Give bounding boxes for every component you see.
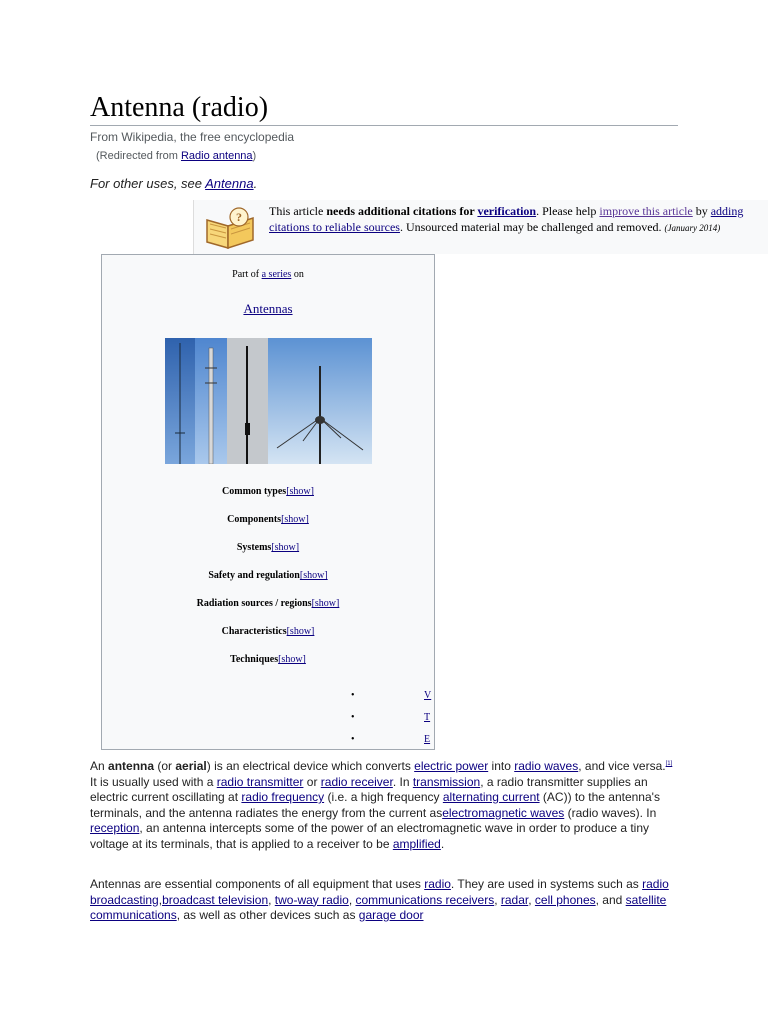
article-paragraph-2: Antennas are essential components of all equipment that uses radio. They are used in systems such as radio broadcasting,broadcast television, two-way radio, communications receivers, radar, cell phones, and satellite communications, as well as other devices such as garage door	[90, 877, 669, 922]
notice-date: (January 2014)	[664, 223, 721, 233]
series-title-wrapper	[102, 301, 434, 317]
show-toggle[interactable]: [show]	[278, 654, 306, 665]
vte-view-link[interactable]: V	[424, 690, 432, 701]
article-paragraph-1: An antenna (or aerial) is an electrical device which converts electric power into radio waves, and vice versa.[1] It is usually used with a radio transmitter or radio receiver. In transmission, a radio transmitter supplies an electric current oscillating at radio frequency (i.e. a high frequency alternating current (AC)) to the antenna's terminals, and the antenna radiates the energy from the current aselectromagnetic waves (radio waves). In reception, an antenna intercepts some of the power of an electromagnetic wave in order to produce a tiny voltage at its terminals, that is applied to a receiver to be amplified.	[90, 759, 673, 851]
link-radio[interactable]: radio	[424, 877, 451, 891]
hatnote-link[interactable]: Antenna	[205, 176, 254, 191]
section-components: Components[show]	[227, 514, 309, 525]
section-safety-regulation: Safety and regulation[show]	[208, 570, 328, 581]
citation-notice-text: This article needs additional citations for verification. Please help improve this article by adding citations to reliable sources. Unsourced material may be challenged and removed. (January 2014)	[269, 204, 744, 234]
verification-link[interactable]: verification	[477, 204, 537, 218]
link-radio-receiver[interactable]: radio receiver	[320, 774, 393, 789]
link-amplified[interactable]: amplified	[392, 836, 441, 851]
page-title: Antenna (radio)	[90, 92, 269, 123]
link-radio-transmitter[interactable]: radio transmitter	[216, 774, 304, 789]
title-divider	[90, 125, 678, 126]
bullet: •	[351, 690, 355, 701]
bullet: •	[351, 734, 355, 745]
link-two-way-radio[interactable]: two-way radio	[274, 892, 349, 907]
link-electric-power[interactable]: electric power	[414, 759, 489, 773]
link-electromagnetic-waves[interactable]: electromagnetic waves	[442, 805, 565, 820]
link-satellite-communications[interactable]: satellite communications	[90, 892, 667, 922]
link-radio-broadcasting[interactable]: radio broadcasting	[90, 877, 669, 907]
vte-talk-link[interactable]: T	[424, 712, 431, 723]
series-title-link[interactable]: Antennas	[243, 301, 293, 316]
redirect-note: (Redirected from Radio antenna)	[96, 150, 257, 162]
citation-notice	[193, 200, 768, 254]
improve-article-link[interactable]: improve this article	[599, 204, 693, 218]
show-toggle[interactable]: [show]	[271, 542, 300, 553]
bullet: •	[351, 712, 355, 723]
vte-row-talk	[102, 712, 434, 726]
series-line: Part of a series on	[232, 269, 304, 280]
show-toggle[interactable]: [show]	[286, 486, 314, 497]
vte-row-view	[102, 690, 434, 704]
link-alternating-current[interactable]: alternating current	[442, 790, 540, 804]
site-tagline: From Wikipedia, the free encyclopedia	[90, 130, 295, 144]
link-communications-receivers[interactable]: communications receivers	[355, 892, 495, 907]
link-broadcast-television[interactable]: broadcast television	[162, 892, 269, 907]
antenna-photos-image	[165, 338, 372, 464]
link-transmission[interactable]: transmission	[412, 774, 481, 789]
adding-citations-link[interactable]: adding citations to reliable sources	[269, 204, 744, 234]
open-book-question-icon	[204, 206, 256, 250]
show-toggle[interactable]: [show]	[281, 514, 309, 525]
link-radar[interactable]: radar	[500, 892, 529, 907]
vte-edit-link[interactable]: E	[424, 734, 431, 745]
section-systems: Systems[show]	[236, 542, 300, 553]
show-toggle[interactable]: [show]	[299, 570, 328, 581]
hatnote: For other uses, see Antenna.	[90, 176, 258, 191]
link-cell-phones[interactable]: cell phones	[534, 892, 596, 907]
redirect-link[interactable]: Radio antenna	[180, 150, 253, 162]
svg-text:?: ?	[236, 210, 242, 224]
show-toggle[interactable]: [show]	[311, 598, 340, 609]
series-link[interactable]: a series	[261, 269, 292, 280]
antennas-series-infobox	[101, 254, 435, 750]
section-common-types: Common types[show]	[222, 486, 314, 497]
link-radio-waves[interactable]: radio waves	[514, 759, 579, 773]
link-radio-frequency[interactable]: radio frequency	[241, 790, 325, 804]
section-characteristics: Characteristics[show]	[221, 626, 315, 637]
link-garage-door[interactable]: garage door	[358, 908, 424, 922]
section-radiation-sources: Radiation sources / regions[show]	[196, 598, 340, 609]
vte-row-edit	[102, 734, 434, 748]
section-techniques: Techniques[show]	[230, 654, 306, 665]
link-reception[interactable]: reception	[90, 821, 140, 835]
reference-link[interactable]: [1]	[665, 761, 673, 767]
show-toggle[interactable]: [show]	[286, 626, 315, 637]
